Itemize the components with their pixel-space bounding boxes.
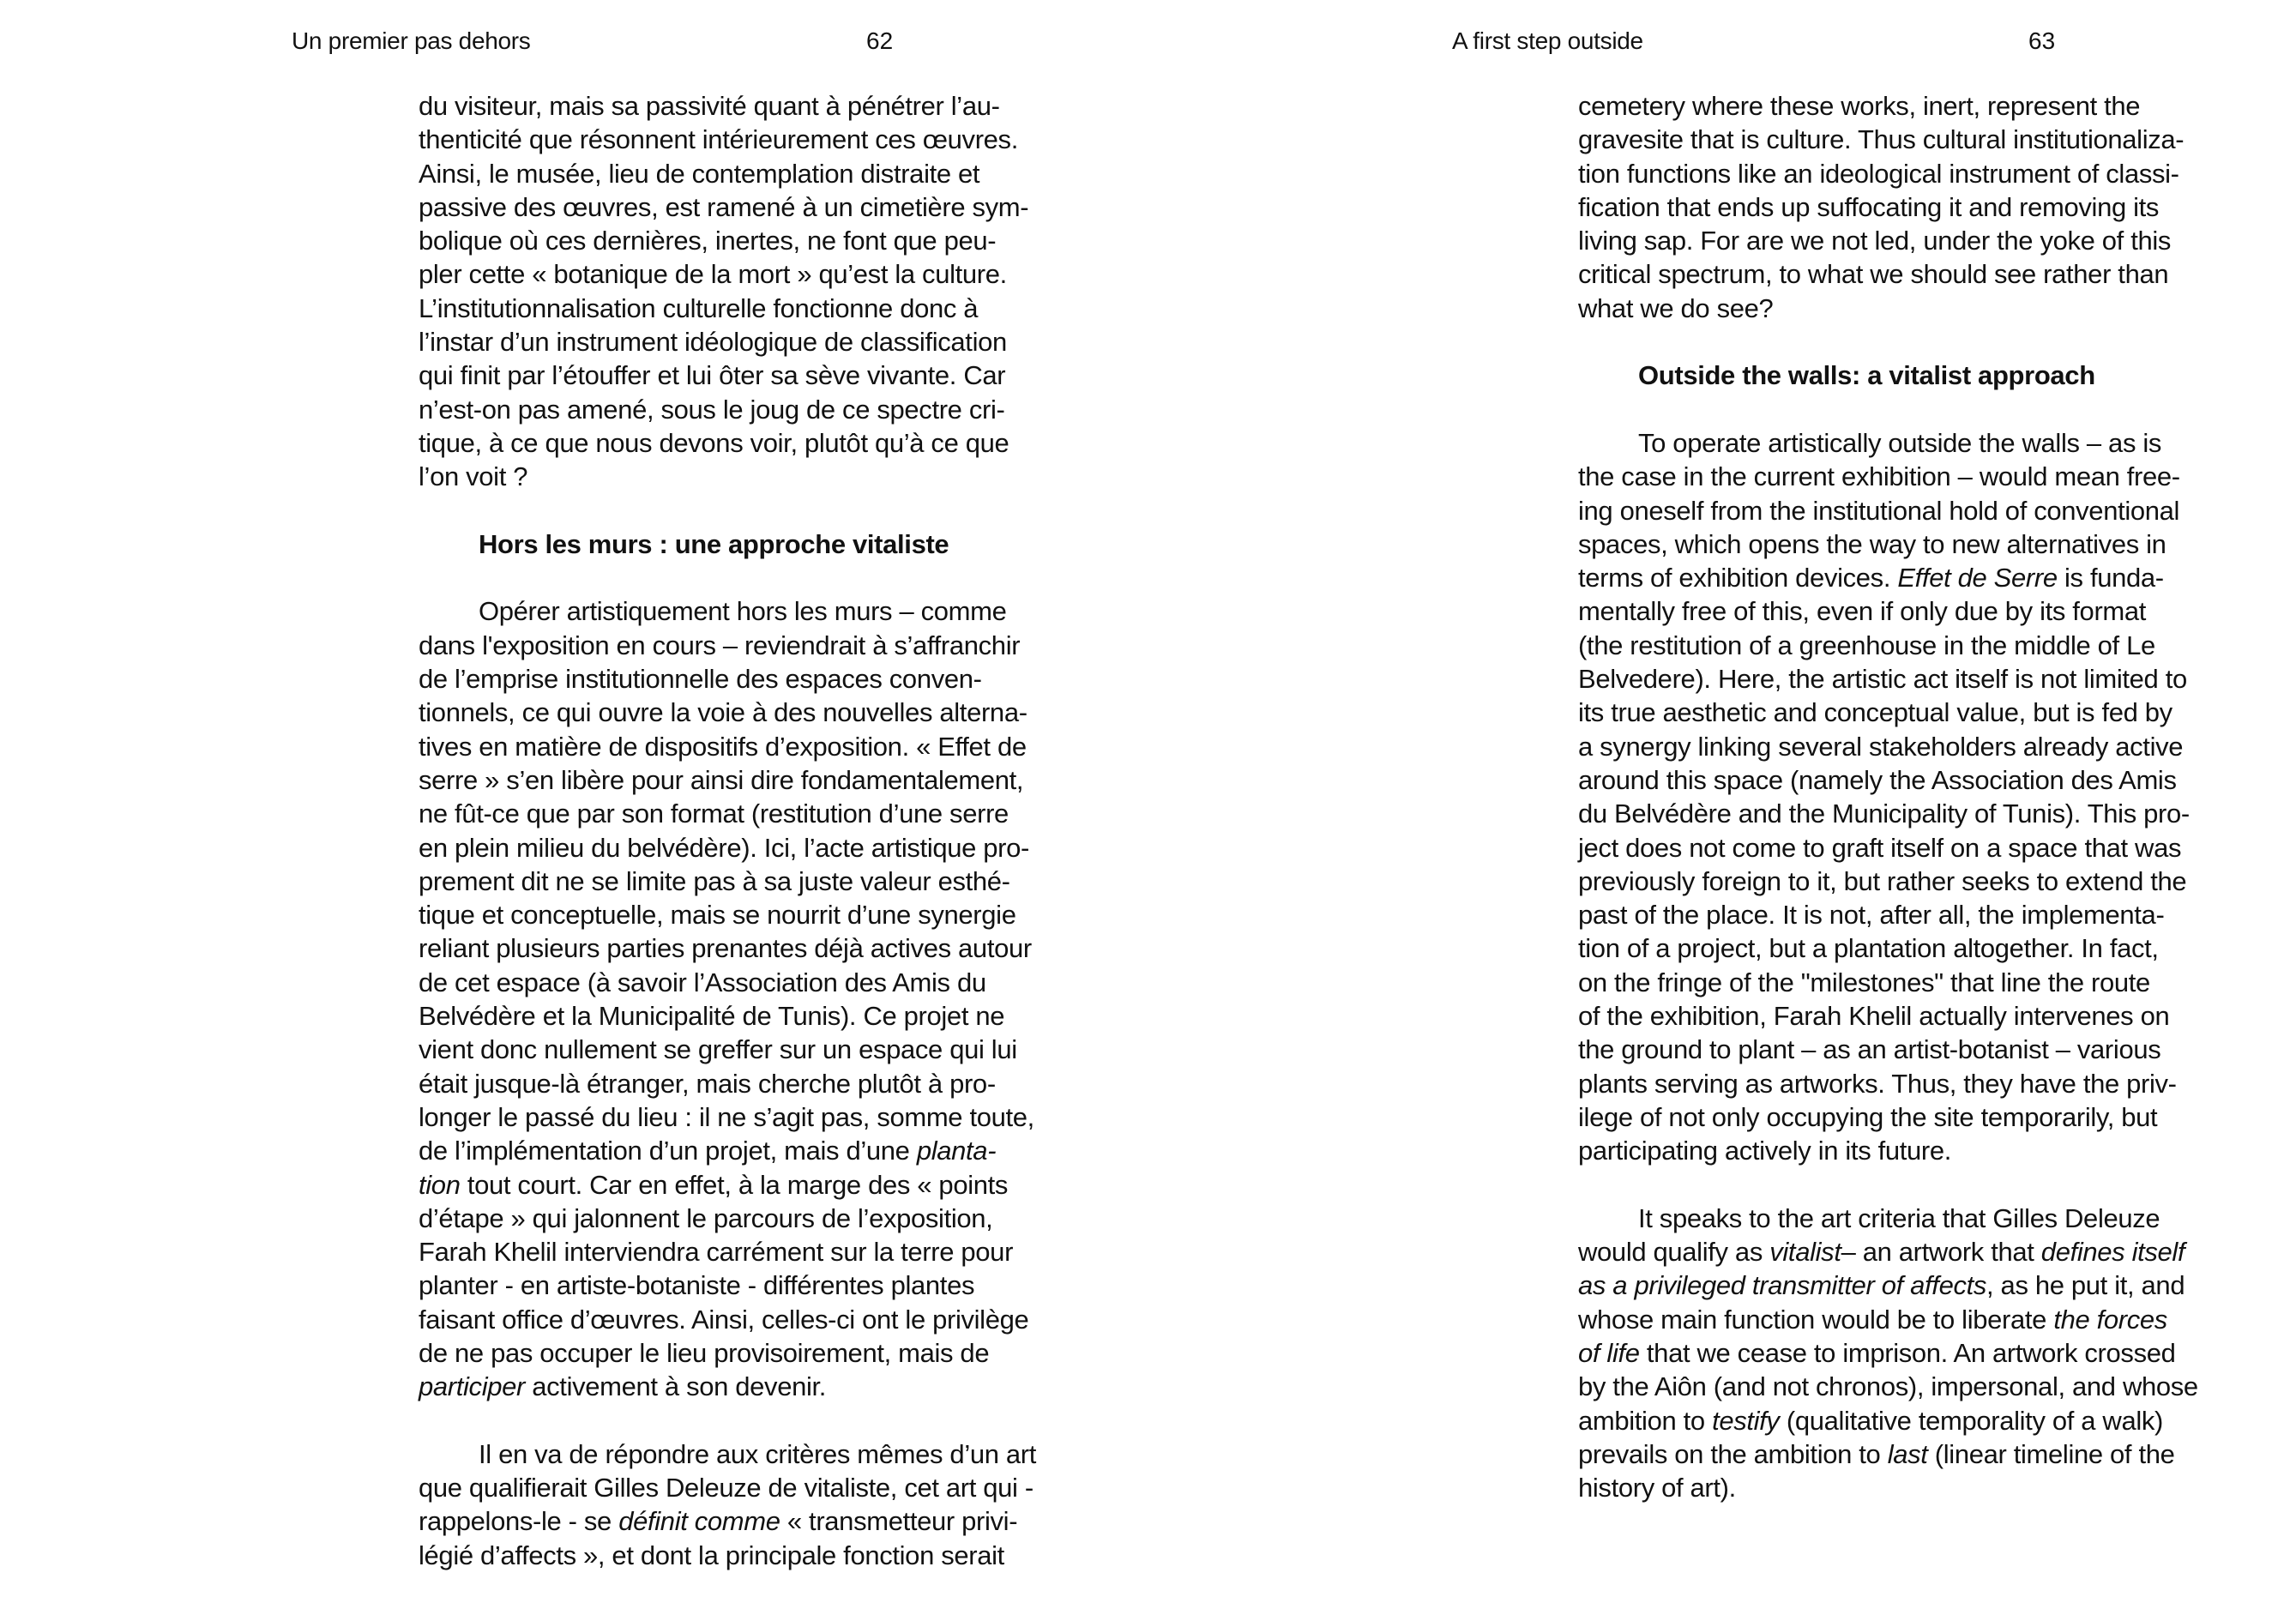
text-run: l’on voit ? xyxy=(419,461,528,492)
page-number: 63 xyxy=(2028,27,2056,54)
text-run: planter - en artiste-botaniste - différentes plantes xyxy=(419,1270,975,1301)
text-line xyxy=(1578,1268,2256,1302)
text-run: tives en matière de dispositifs d’exposition. « Effet de xyxy=(419,731,1027,762)
text-line xyxy=(419,931,1096,965)
text-line xyxy=(1578,190,2256,224)
text-run: gravesite that is culture. Thus cultural institutionaliza- xyxy=(1578,124,2185,155)
text-line xyxy=(419,797,1096,830)
text-run: that we cease to imprison. An artwork crossed xyxy=(1639,1337,2176,1368)
text-line xyxy=(1578,89,2256,123)
text-run: ambition to xyxy=(1578,1405,1713,1436)
text-line xyxy=(419,190,1096,224)
text-line xyxy=(1578,931,2256,965)
text-run: the ground to plant – as an artist-botanist – various xyxy=(1578,1034,2161,1065)
text-run: ing oneself from the institutional hold of conventional xyxy=(1578,495,2180,526)
text-run: what we do see? xyxy=(1578,292,1774,323)
text-run: (the restitution of a greenhouse in the middle of Le xyxy=(1578,630,2155,660)
text-run: of the exhibition, Farah Khelil actually intervenes on xyxy=(1578,1001,2170,1032)
text-run: prevails on the ambition to xyxy=(1578,1438,1888,1469)
text-run: To operate artistically outside the walls – as is xyxy=(1638,427,2162,458)
text-line xyxy=(1578,594,2256,628)
body-paragraph xyxy=(419,89,1096,494)
text-line xyxy=(1578,1067,2256,1100)
text-run: serre » s’en libère pour ainsi dire fondamentalement, xyxy=(419,764,1024,795)
text-line xyxy=(1578,1033,2256,1066)
italic-text: the forces xyxy=(2053,1304,2167,1335)
text-line xyxy=(419,1268,1096,1302)
italic-text: defines itself xyxy=(2040,1237,2185,1268)
text-line xyxy=(1578,494,2256,527)
text-line xyxy=(419,1471,1096,1504)
text-run: tout court. Car en effet, à la marge des « points xyxy=(460,1169,1009,1200)
text-run: rappelons-le - se xyxy=(419,1506,619,1537)
text-line xyxy=(419,89,1096,123)
text-run: activement à son devenir. xyxy=(525,1371,827,1402)
text-line xyxy=(419,1202,1096,1235)
text-run: on the fringe of the "milestones" that line the route xyxy=(1578,967,2150,997)
text-run: previously foreign to it, but rather seeks to extend the xyxy=(1578,865,2187,896)
text-run: vient donc nullement se greffer sur un espace qui lui xyxy=(419,1034,1017,1065)
text-run: around this space (namely the Association des Amis xyxy=(1578,764,2177,795)
text-line xyxy=(1578,292,2256,325)
text-line xyxy=(1578,999,2256,1033)
text-run: ne fût-ce que par son format (restitution d’une serre xyxy=(419,798,1009,829)
text-run: que qualifierait Gilles Deleuze de vitaliste, cet art qui - xyxy=(419,1473,1034,1503)
text-run: Opérer artistiquement hors les murs – comme xyxy=(479,596,1007,627)
text-line xyxy=(419,1303,1096,1336)
text-run: du visiteur, mais sa passivité quant à pénétrer l’au- xyxy=(419,91,1000,121)
text-run: faisant office d’œuvres. Ainsi, celles-ci ont le privilège xyxy=(419,1304,1029,1335)
text-run: Ainsi, le musée, lieu de contemplation distraite et xyxy=(419,158,980,189)
text-line xyxy=(1578,1303,2256,1336)
page-number: 62 xyxy=(866,27,894,54)
text-line xyxy=(1578,426,2256,460)
text-line xyxy=(1578,898,2256,931)
italic-text: testify xyxy=(1712,1405,1780,1436)
text-run: tionnels, ce qui ouvre la voie à des nouvelles alterna- xyxy=(419,697,1027,728)
text-run: mentally free of this, even if only due by its format xyxy=(1578,596,2147,627)
text-line xyxy=(1578,460,2256,493)
running-head: Un premier pas dehors xyxy=(292,27,531,54)
text-run: (qualitative temporality of a walk) xyxy=(1779,1405,2164,1436)
text-run: prement dit ne se limite pas à sa juste valeur esthé- xyxy=(419,865,1010,896)
text-line xyxy=(419,123,1096,156)
italic-text: tion xyxy=(419,1169,461,1200)
text-run: passive des œuvres, est ramené à un cimetière sym- xyxy=(419,191,1029,222)
text-line xyxy=(419,1033,1096,1066)
text-line xyxy=(419,662,1096,696)
text-run: reliant plusieurs parties prenantes déjà actives autour xyxy=(419,933,1032,964)
text-run: bolique où ces dernières, inertes, ne font que peu- xyxy=(419,226,997,256)
text-line xyxy=(419,426,1096,460)
text-run: qui finit par l’étouffer et lui ôter sa sève vivante. Car xyxy=(419,360,1006,391)
text-run: tion of a project, but a plantation altogether. In fact, xyxy=(1578,933,2159,964)
text-run: Farah Khelil interviendra carrément sur la terre pour xyxy=(419,1237,1014,1268)
body-paragraph xyxy=(1578,89,2256,325)
text-run: – an artwork that xyxy=(1841,1237,2041,1268)
text-line xyxy=(1578,1202,2256,1235)
text-run: tion functions like an ideological instrument of classi- xyxy=(1578,158,2179,189)
text-line xyxy=(419,999,1096,1033)
text-run: Belvedere). Here, the artistic act itself is not limited to xyxy=(1578,664,2187,695)
text-run: « transmetteur privi- xyxy=(780,1506,1018,1537)
text-run: d’étape » qui jalonnent le parcours de l’exposition, xyxy=(419,1202,993,1233)
text-run: whose main function would be to liberate xyxy=(1578,1304,2054,1335)
text-run: spaces, which opens the way to new alternatives in xyxy=(1578,528,2166,559)
text-run: pler cette « botanique de la mort » qu’est la culture. xyxy=(419,259,1007,290)
right-page xyxy=(1148,0,2296,1621)
italic-text: as a privileged transmitter of affects xyxy=(1578,1270,1987,1301)
text-run: past of the place. It is not, after all, the implementa- xyxy=(1578,900,2165,931)
paragraph-spacer xyxy=(419,561,1096,594)
text-line xyxy=(1578,1404,2256,1437)
text-line xyxy=(1578,662,2256,696)
text-line xyxy=(419,629,1096,662)
text-run: L’institutionnalisation culturelle fonctionne donc à xyxy=(419,292,979,323)
text-line xyxy=(419,460,1096,493)
text-line xyxy=(419,257,1096,291)
text-line xyxy=(419,696,1096,729)
text-run: était jusque-là étranger, mais cherche plutôt à pro- xyxy=(419,1068,996,1099)
text-column xyxy=(1578,89,2256,1504)
text-line xyxy=(1578,966,2256,999)
text-line xyxy=(419,1437,1096,1471)
text-run: (linear timeline of the xyxy=(1927,1438,2175,1469)
text-line xyxy=(419,1235,1096,1268)
italic-text: last xyxy=(1887,1438,1928,1469)
text-run: longer le passé du lieu : il ne s’agit pas, somme toute, xyxy=(419,1101,1034,1132)
section-heading: Hors les murs : une approche vitaliste xyxy=(479,528,949,559)
italic-text: of life xyxy=(1578,1337,1640,1368)
text-run: is funda- xyxy=(2057,563,2164,594)
text-run: n’est-on pas amené, sous le joug de ce spectre cri- xyxy=(419,394,1005,425)
text-line xyxy=(419,1504,1096,1538)
body-paragraph xyxy=(419,1437,1096,1572)
text-line xyxy=(1578,1437,2256,1471)
text-run: critical spectrum, to what we should see rather than xyxy=(1578,259,2169,290)
text-line xyxy=(1578,157,2256,190)
body-paragraph xyxy=(419,594,1096,1403)
text-line xyxy=(419,763,1096,797)
text-line xyxy=(419,898,1096,931)
text-run: terms of exhibition devices. xyxy=(1578,563,1898,594)
text-line xyxy=(419,1067,1096,1100)
text-line xyxy=(419,1168,1096,1202)
text-line xyxy=(1578,1471,2256,1504)
text-run: ject does not come to graft itself on a space that was xyxy=(1578,832,2182,863)
text-line xyxy=(419,1370,1096,1403)
text-run: fication that ends up suffocating it and removing its xyxy=(1578,191,2160,222)
text-line xyxy=(419,966,1096,999)
text-line xyxy=(1578,1336,2256,1370)
text-run: plants serving as artworks. Thus, they have the priv- xyxy=(1578,1068,2177,1099)
text-line xyxy=(1578,696,2256,729)
text-run: Il en va de répondre aux critères mêmes d’un art xyxy=(479,1438,1037,1469)
text-line xyxy=(419,1134,1096,1167)
text-line xyxy=(1578,123,2256,156)
section-heading: Outside the walls: a vitalist approach xyxy=(1638,360,2095,391)
text-column xyxy=(419,89,1096,1572)
text-line xyxy=(419,359,1096,392)
text-run: dans l'exposition en cours – reviendrait à s’affranchir xyxy=(419,630,1021,660)
text-run: would qualify as xyxy=(1578,1237,1770,1268)
running-head: A first step outside xyxy=(1452,27,1643,54)
italic-text: définit comme xyxy=(618,1506,780,1537)
italic-text: planta- xyxy=(916,1136,997,1166)
text-run: tique et conceptuelle, mais se nourrit d’une synergie xyxy=(419,900,1016,931)
italic-text: participer xyxy=(419,1371,525,1402)
text-line xyxy=(419,224,1096,257)
text-run: history of art). xyxy=(1578,1473,1736,1503)
text-run: participating actively in its future. xyxy=(1578,1136,1952,1166)
text-line xyxy=(1578,224,2256,257)
body-paragraph xyxy=(1578,1202,2256,1505)
paragraph-spacer xyxy=(419,1404,1096,1437)
paragraph-spacer xyxy=(1578,393,2256,426)
text-run: du Belvédère and the Municipality of Tunis). This pro- xyxy=(1578,798,2190,829)
text-line xyxy=(1578,561,2256,594)
text-run: ilege of not only occupying the site temporarily, but xyxy=(1578,1101,2158,1132)
text-run: It speaks to the art criteria that Gilles Deleuze xyxy=(1638,1202,2160,1233)
text-line xyxy=(419,594,1096,628)
text-run: living sap. For are we not led, under the yoke of this xyxy=(1578,226,2172,256)
text-line xyxy=(1578,763,2256,797)
text-run: légié d’affects », et dont la principale fonction serait xyxy=(419,1540,1004,1570)
text-run: its true aesthetic and conceptual value, but is fed by xyxy=(1578,697,2172,728)
text-run: en plein milieu du belvédère). Ici, l’acte artistique pro- xyxy=(419,832,1030,863)
text-line xyxy=(419,730,1096,763)
text-line xyxy=(1578,865,2256,898)
italic-text: Effet de Serre xyxy=(1897,563,2058,594)
text-run: de cet espace (à savoir l’Association des Amis du xyxy=(419,967,986,997)
text-run: de ne pas occuper le lieu provisoirement, mais de xyxy=(419,1337,990,1368)
text-run: de l’emprise institutionnelle des espaces conven- xyxy=(419,664,982,695)
text-line xyxy=(1578,1235,2256,1268)
text-run: a synergy linking several stakeholders already active xyxy=(1578,731,2184,762)
text-run: the case in the current exhibition – would mean free- xyxy=(1578,461,2180,492)
text-line xyxy=(1578,257,2256,291)
text-line xyxy=(1578,797,2256,830)
text-run: tique, à ce que nous devons voir, plutôt qu’à ce que xyxy=(419,427,1009,458)
text-line xyxy=(419,393,1096,426)
text-run: de l’implémentation d’un projet, mais d’une xyxy=(419,1136,917,1166)
text-line xyxy=(419,831,1096,865)
paragraph-spacer xyxy=(1578,325,2256,359)
text-line xyxy=(1578,730,2256,763)
text-line xyxy=(419,865,1096,898)
text-line xyxy=(419,1539,1096,1572)
text-run: , as he put it, and xyxy=(1986,1270,2185,1301)
text-line xyxy=(1578,1370,2256,1403)
body-paragraph xyxy=(1578,426,2256,1168)
text-line xyxy=(1578,831,2256,865)
text-line xyxy=(419,325,1096,359)
italic-text: vitalist xyxy=(1769,1237,1841,1268)
text-run: thenticité que résonnent intérieurement ces œuvres. xyxy=(419,124,1018,155)
text-line xyxy=(419,292,1096,325)
text-run: l’instar d’un instrument idéologique de classification xyxy=(419,327,1007,358)
paragraph-spacer xyxy=(419,494,1096,527)
text-line xyxy=(1578,1134,2256,1167)
text-line xyxy=(419,1336,1096,1370)
text-line xyxy=(419,1100,1096,1134)
text-line xyxy=(1578,1100,2256,1134)
text-run: Belvédère et la Municipalité de Tunis). Ce projet ne xyxy=(419,1001,1005,1032)
text-run: cemetery where these works, inert, represent the xyxy=(1578,91,2141,121)
text-run: by the Aiôn (and not chronos), impersonal, and whose xyxy=(1578,1371,2198,1402)
paragraph-spacer xyxy=(1578,1168,2256,1202)
text-line xyxy=(419,157,1096,190)
text-line xyxy=(1578,629,2256,662)
text-line xyxy=(1578,527,2256,561)
